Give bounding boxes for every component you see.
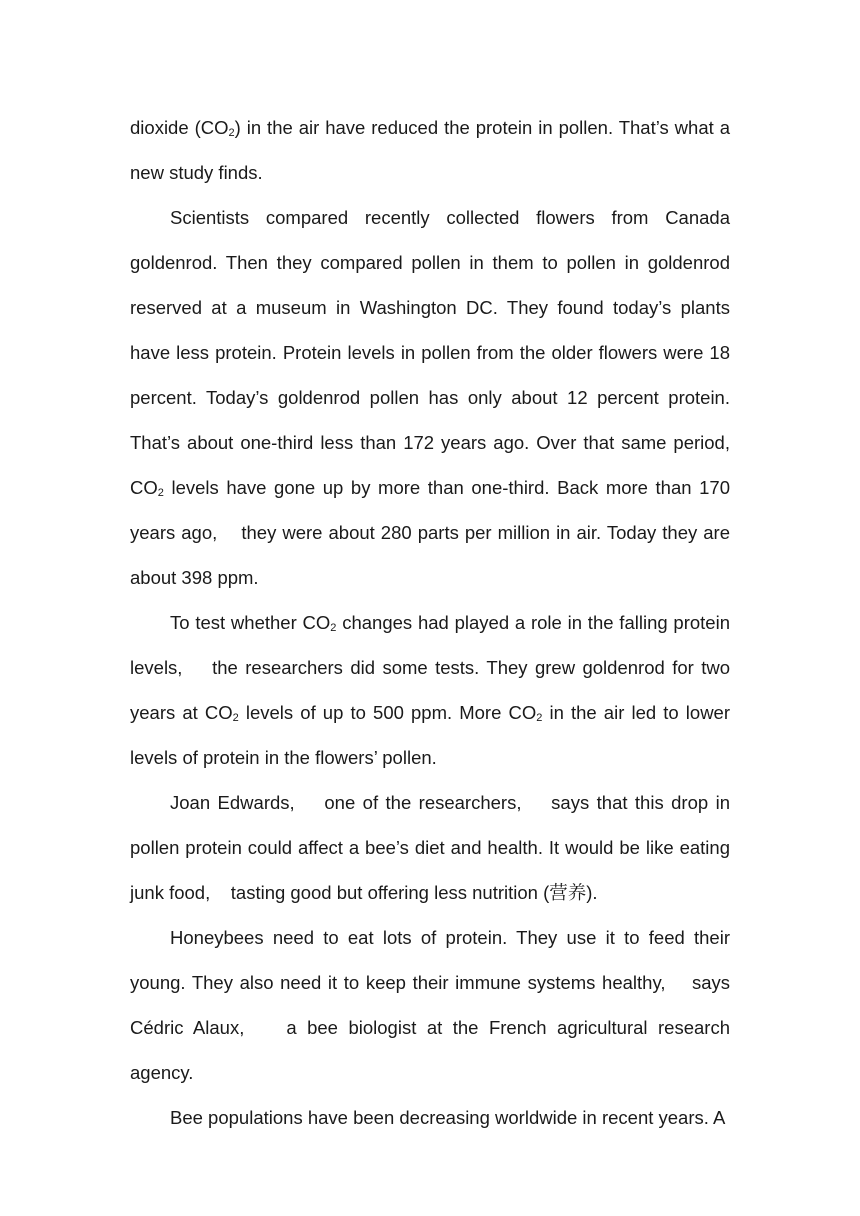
text-run: Scientists compared recently collected flowers from Canada goldenrod. Then they compared pollen in them to pollen in goldenrod reserved at a museum in Washington DC. They found today’s plants have less protein. Protein levels in pollen from the older flowers were 18 percent. Today’s goldenrod pollen has only about 12 percent protein. That’s about one-third less than 172 years ago. Over that same period, CO [130,207,730,498]
subscript: 2 [536,712,543,724]
subscript: 2 [157,487,164,499]
paragraph [130,1095,730,1140]
text-run: levels of up to 500 ppm. More CO [238,702,537,723]
document-page [130,105,730,1140]
text-run: Honeybees need to eat lots of protein. They use it to feed their young. They also need it to keep their immune systems healthy, says Cédric Alaux, a bee biologist at the French agricultural research agency. [130,927,730,1083]
paragraph [130,105,730,195]
text-run: Bee populations have been decreasing worldwide in recent years. A [170,1107,726,1128]
paragraph [130,915,730,1095]
subscript: 2 [232,712,239,724]
text-run: Joan Edwards, one of the researchers, says that this drop in pollen protein could affect a bee’s diet and health. It would be like eating junk food, tasting good but offering less nutrition (营养). [130,792,730,903]
paragraph [130,195,730,600]
text-run: To test whether CO [170,612,331,633]
text-run: in the air led to lower levels of protein in the flowers’ pollen. [130,702,731,768]
text-run: changes had played a role in the falling protein levels, the researchers did some tests. They grew goldenrod for two years at CO [130,612,730,723]
text-run: ) in the air have reduced the protein in pollen. That’s what a new study finds. [130,117,730,183]
subscript: 2 [330,622,337,634]
subscript: 2 [228,127,235,139]
paragraph [130,780,730,915]
text-run: dioxide (CO [130,117,229,138]
text-run: levels have gone up by more than one-third. Back more than 170 years ago, they were about 280 parts per million in air. Today they are about 398 ppm. [130,477,730,588]
paragraph [130,600,730,780]
